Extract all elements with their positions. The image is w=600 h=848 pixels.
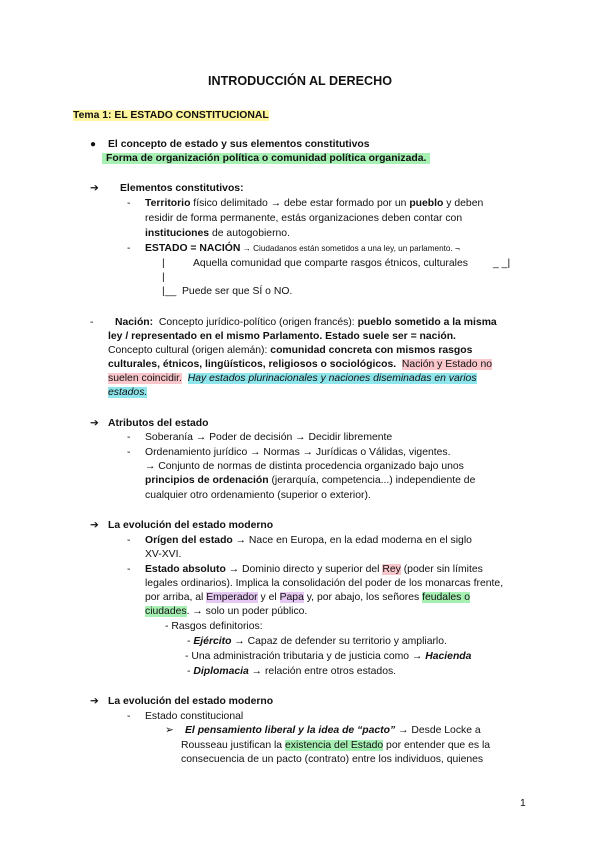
diplomacia-dash: - <box>187 666 191 677</box>
nacion-cyan-6: estados. <box>108 387 148 398</box>
arrow-bullet: ➔ <box>90 520 99 531</box>
admin-line <box>185 650 471 664</box>
nacion-line-2: ley / representado en el mismo Parlamento. Estado suele ser = nación. <box>108 331 456 342</box>
ejercito-dash: - <box>187 636 191 647</box>
pueblo-term: pueblo <box>409 198 444 209</box>
territorio-line-3-text: de autogobierno. <box>209 228 290 239</box>
nacion-line-1 <box>115 316 497 330</box>
absoluto-line-3 <box>145 591 470 605</box>
territorio-text-end: y deben <box>443 198 484 209</box>
comunidad-bracket-end: _ _| <box>493 258 511 269</box>
abs3-text-c: y, por abajo, los señores <box>303 592 423 603</box>
absoluto-term: Estado absoluto <box>145 564 226 575</box>
abs3-text-b: y el <box>257 592 280 603</box>
conjunto-line: → Conjunto de normas de distinta procedencia organizado bajo unos <box>145 461 464 472</box>
origen-text: → Nace en Europa, en la edad moderna en el siglo <box>232 535 472 546</box>
soberania-line: Soberanía → Poder de decisión → Decidir libremente <box>145 432 393 443</box>
ejercito-term: Ejército <box>193 636 232 647</box>
rey-highlight: Rey <box>382 564 401 575</box>
dash-bullet: - <box>127 198 131 209</box>
nacion-highlight-5: suelen coincidir. <box>108 373 182 384</box>
estado-nacion-line <box>145 242 460 256</box>
emperador-highlight: Emperador <box>206 592 258 603</box>
admin-text: - Una administración tributaria y de justicia como → <box>185 651 426 662</box>
dash-bullet: - <box>90 317 94 328</box>
ciudades-highlight: ciudades <box>145 606 187 617</box>
territorio-text: físico delimitado → debe estar formado por un <box>190 198 410 209</box>
nacion-line-3 <box>108 344 472 358</box>
arrow-bullet: ➔ <box>90 183 99 194</box>
ejercito-line <box>187 635 447 649</box>
feudales-highlight: feudales o <box>422 592 471 603</box>
origen-line <box>145 534 472 548</box>
bullet-dot: ● <box>90 139 97 150</box>
dash-bullet: - <box>127 243 131 254</box>
diplomacia-text: → relación entre otros estados. <box>248 666 397 677</box>
bracket-bar: | <box>162 258 165 269</box>
existencia-highlight: existencia del Estado <box>284 740 384 751</box>
consecuencia-line: consecuencia de un pacto (contrato) entre los individuos, quienes <box>181 754 484 765</box>
territorio-line-3 <box>145 227 290 241</box>
nacion-line-4 <box>108 358 492 372</box>
diplomacia-term: Diplomacia <box>193 666 249 677</box>
atributos-heading: Atributos del estado <box>108 418 209 429</box>
nacion-text-3: Concepto cultural (origen alemán): <box>108 345 271 356</box>
papa-highlight: Papa <box>279 592 304 603</box>
document-title: INTRODUCCIÓN AL DERECHO <box>207 74 392 88</box>
absoluto-text-end: (poder sin límites <box>400 564 483 575</box>
principios-text: (jerarquía, competencia...) independiente de <box>268 475 476 486</box>
rousseau-text-a: Rousseau justifican la <box>181 740 285 751</box>
nacion-text-1: Concepto jurídico-político (origen francés): <box>158 317 358 328</box>
concepto-definition-text: Forma de organización política o comunidad política organizada. <box>102 153 430 164</box>
pacto-line <box>185 724 481 738</box>
origen-term: Orígen del estado <box>145 535 233 546</box>
hacienda-term: Hacienda <box>425 651 472 662</box>
page-number: 1 <box>520 798 526 809</box>
evolucion-heading-2: La evolución del estado moderno <box>108 696 274 707</box>
bracket-corner: |__ <box>162 286 177 297</box>
absoluto-line-4 <box>145 605 307 619</box>
rasgos-line: - Rasgos definitorios: <box>165 621 263 632</box>
territorio-line-1 <box>145 197 483 211</box>
nacion-bold-1: pueblo sometido a la misma <box>357 317 497 328</box>
absoluto-line-2: legales ordinarios). Implica la consolidación del poder de los monarcas frente, <box>145 578 504 589</box>
dash-bullet: - <box>127 432 131 443</box>
nacion-highlight-4: Nación y Estado no <box>401 359 493 370</box>
dash-bullet: - <box>127 711 131 722</box>
nacion-cyan-5: Hay estados plurinacionales y naciones diseminadas en varios <box>187 373 477 384</box>
ejercito-text: → Capaz de defender su territorio y ampliarlo. <box>231 636 447 647</box>
pacto-text: → Desde Locke a <box>395 725 481 736</box>
nacion-line-6 <box>108 386 147 400</box>
bracket-bar: | <box>162 272 165 283</box>
territorio-term: Territorio <box>145 198 191 209</box>
nacion-bold-3: comunidad concreta con mismos rasgos <box>270 345 473 356</box>
estado-nacion-term: ESTADO = NACIÓN <box>145 243 241 254</box>
pacto-term: El pensamiento liberal y la idea de “pacto” <box>185 725 396 736</box>
absoluto-line-1 <box>145 563 483 577</box>
arrowhead-bullet: ➢ <box>165 725 174 736</box>
origen-line-2: XV-XVI. <box>145 549 182 560</box>
territorio-line-2: residir de forma permanente, estás organizaciones deben contar con <box>145 213 463 224</box>
arrow-bullet: ➔ <box>90 696 99 707</box>
nacion-bold-4: culturales, étnicos, lingüísticos, religiosos o sociológicos. <box>108 359 397 370</box>
nacion-label: Nación: <box>115 317 154 328</box>
cualquier-line: cualquier otro ordenamiento (superior o exterior). <box>145 490 371 501</box>
evolucion-heading-1: La evolución del estado moderno <box>108 520 274 531</box>
dash-bullet: - <box>127 447 131 458</box>
constitucional-line: Estado constitucional <box>145 711 244 722</box>
estado-nacion-text: → Ciudadanos están sometidos a una ley, un parlamento. ¬ <box>240 244 460 253</box>
comunidad-line: Aquella comunidad que comparte rasgos étnicos, culturales <box>193 258 468 269</box>
puede-ser-line: Puede ser que SÍ o NO. <box>182 286 293 297</box>
abs3-text-a: por arriba, al <box>145 592 207 603</box>
absoluto-text: → Dominio directo y superior del <box>225 564 383 575</box>
rousseau-text-b: por entender que es la <box>383 740 491 751</box>
elementos-heading: Elementos constitutivos: <box>120 183 244 194</box>
principios-line <box>145 474 475 488</box>
dash-bullet: - <box>127 564 131 575</box>
concepto-definition <box>102 152 430 166</box>
diplomacia-line <box>187 665 396 679</box>
tema-heading <box>73 109 269 123</box>
principios-term: principios de ordenación <box>145 475 269 486</box>
arrow-bullet: ➔ <box>90 418 99 429</box>
nacion-line-5 <box>108 372 477 386</box>
instituciones-term: instituciones <box>145 228 210 239</box>
ordenamiento-line: Ordenamiento jurídico → Normas → Jurídicas o Válidas, vigentes. <box>145 447 451 458</box>
concepto-heading: El concepto de estado y sus elementos constitutivos <box>108 139 370 150</box>
abs4-text: . → solo un poder público. <box>186 606 308 617</box>
dash-bullet: - <box>127 535 131 546</box>
tema-label: Tema 1: EL ESTADO CONSTITUCIONAL <box>73 110 269 121</box>
rousseau-line <box>181 739 490 753</box>
